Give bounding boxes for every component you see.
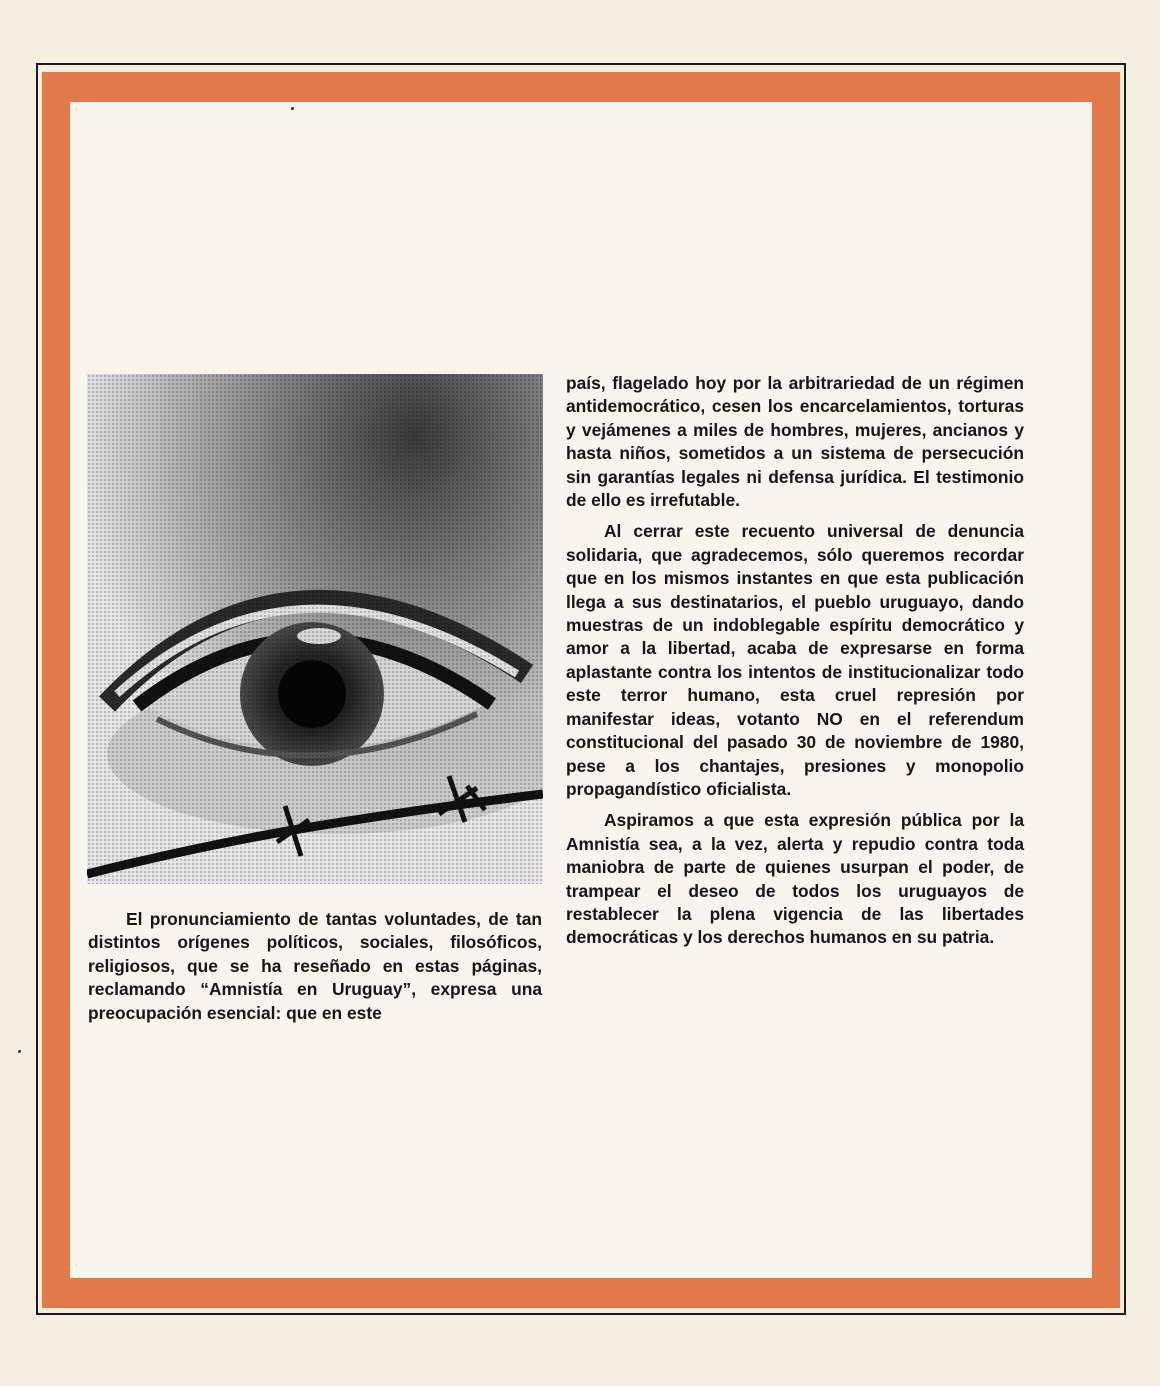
paragraph: El pronunciamiento de tantas voluntades, de tan distintos orígenes políticos, sociales, filosóficos, religiosos, que se ha reseñado en estas páginas, reclamando “Amnistía en Uruguay”, expresa una preocupación esencial: que en este — [88, 909, 542, 1023]
paragraph: Aspiramos a que esta expresión pública por la Amnistía sea, a la vez, alerta y repudio contra toda maniobra de parte de quienes usurpan el poder, de trampear el deseo de todos los uruguayos de restablecer la plena vigencia de las libertades democráticas y los derechos humanos en su patria. — [566, 810, 1024, 948]
eye-with-barbed-wire-photo — [87, 374, 543, 884]
paragraph: país, flagelado hoy por la arbitrariedad de un régimen antidemocrático, cesen los encarcelamientos, torturas y vejámenes a miles de hombres, mujeres, ancianos y hasta niños, sometidos a un sistema de persecución sin garantías legales ni defensa jurídica. El testimonio de ello es irrefutable. — [566, 373, 1024, 511]
paragraph: Al cerrar este recuento universal de denuncia solidaria, que agradecemos, sólo queremos recordar que en los mismos instantes en que esta publicación llega a sus destinatarios, el pueblo uruguayo, dando muestras de un indoblegable espíritu democrático y amor a la libertad, acaba de expresarse en forma aplastante contra los intentos de institucionalizar todo este terror humano, esta cruel represión por manifestar ideas, votanto NO en el referendum constitucional del pasado 30 de noviembre de 1980, pese a los chantajes, presiones y monopolio propagandístico oficialista. — [566, 521, 1024, 799]
right-text-column — [566, 372, 1024, 958]
left-text-column — [88, 908, 542, 1033]
print-speck — [18, 1050, 21, 1053]
print-speck — [291, 107, 294, 110]
eye-photo-icon — [87, 374, 543, 884]
